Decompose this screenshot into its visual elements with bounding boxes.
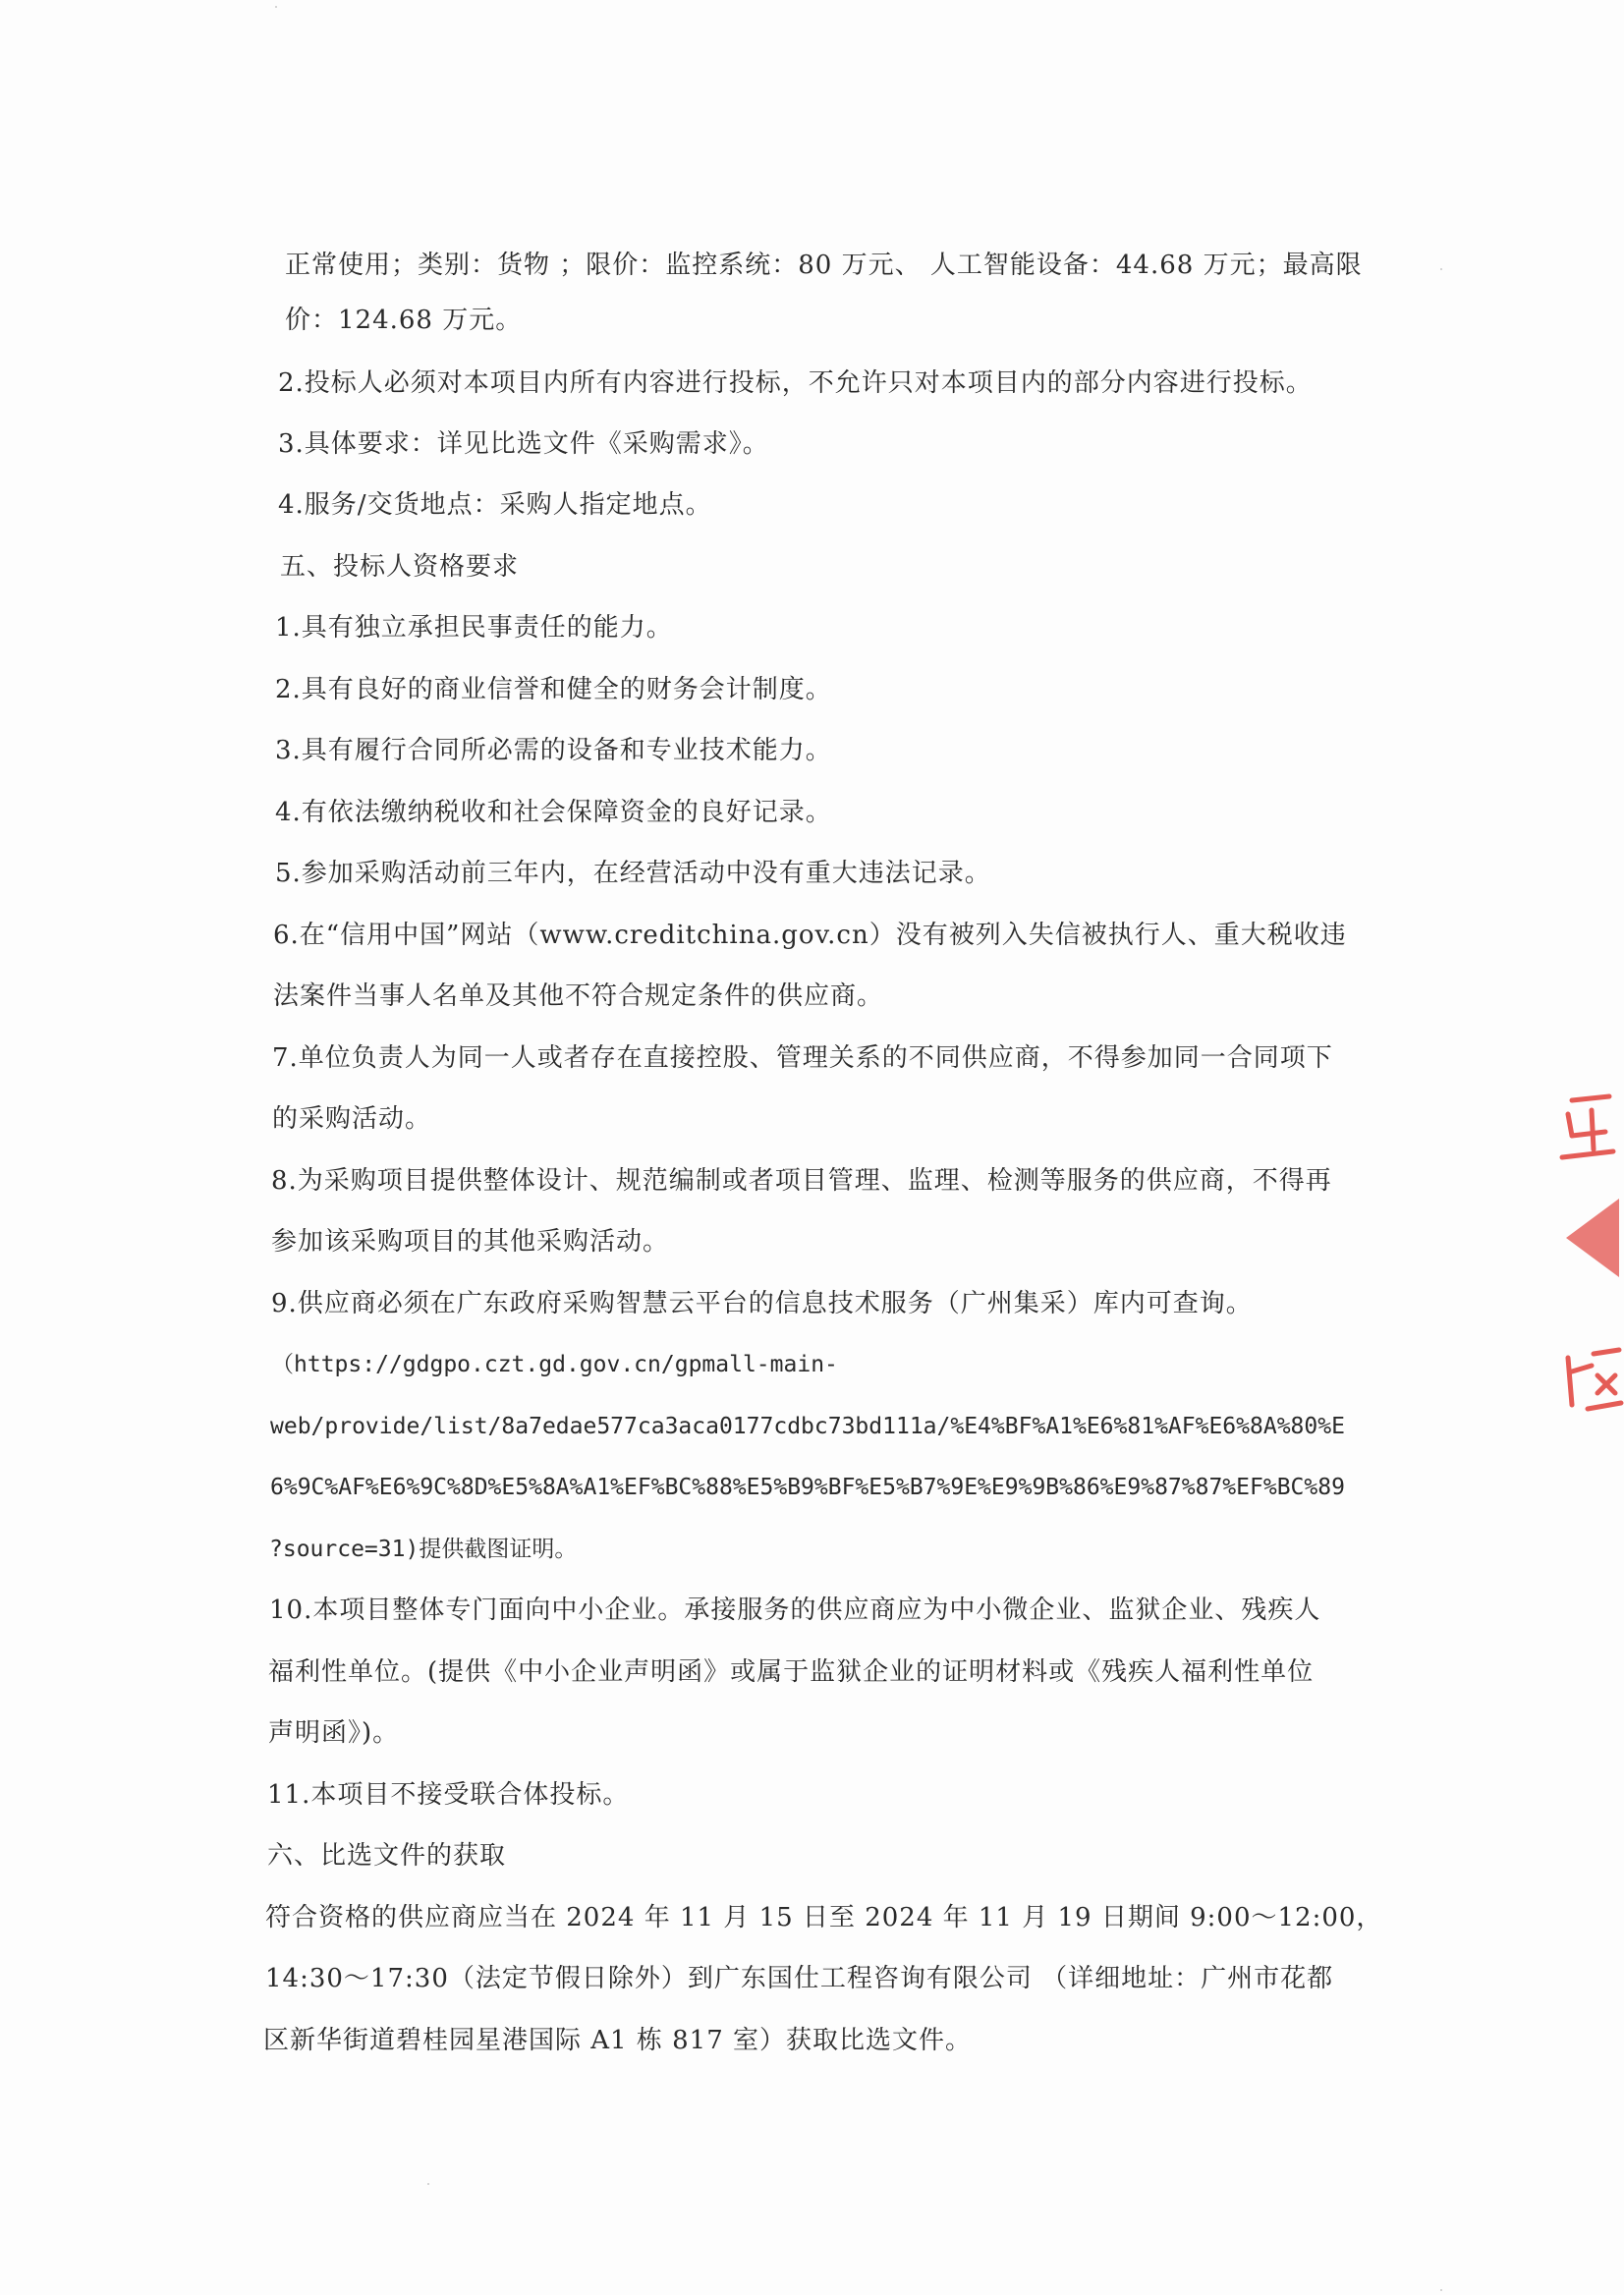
text-line: 3.具体要求：详见比选文件《采购需求》。 <box>278 429 769 459</box>
scan-speck <box>275 6 277 8</box>
text-line: 法案件当事人名单及其他不符合规定条件的供应商。 <box>273 981 884 1011</box>
text-line: 10.本项目整体专门面向中小企业。承接服务的供应商应为中小微企业、监狱企业、残疾人 <box>269 1595 1321 1625</box>
text-line: 的采购活动。 <box>272 1104 432 1134</box>
text-line: 6.在“信用中国”网站（www.creditchina.gov.cn）没有被列入失信被执行人、重大税收违 <box>273 921 1347 950</box>
text-line: 7.单位负责人为同一人或者存在直接控股、管理关系的不同供应商，不得参加同一合同项下 <box>272 1043 1333 1073</box>
text-line: 8.为采购项目提供整体设计、规范编制或者项目管理、监理、检测等服务的供应商，不得再 <box>271 1166 1332 1196</box>
text-line: 区新华街道碧桂园星港国际 A1 栋 817 室）获取比选文件。 <box>263 2026 973 2055</box>
section-heading: 五、投标人资格要求 <box>280 552 520 582</box>
url-text-line: web/provide/list/8a7edae577ca3aca0177cdbc73bd111a/%E4%BF%A1%E6%81%AF%E6%8A%80%E <box>270 1414 1345 1439</box>
text-line: 2.投标人必须对本项目内所有内容进行投标，不允许只对本项目内的部分内容进行投标。 <box>278 368 1313 398</box>
text-line: 5.参加采购活动前三年内，在经营活动中没有重大违法记录。 <box>275 859 991 888</box>
text-line: 符合资格的供应商应当在 2024 年 11 月 15 日至 2024 年 11 月 19 日期间 9:00～12:00， <box>265 1903 1383 1932</box>
seal-stamp-icon <box>1533 1081 1624 1474</box>
text-line: 2.具有良好的商业信誉和健全的财务会计制度。 <box>275 675 832 704</box>
url-text-line: ?source=31)提供截图证明。 <box>269 1537 578 1562</box>
text-line: 4.服务/交货地点：采购人指定地点。 <box>278 490 712 520</box>
text-line: 14:30～17:30（法定节假日除外）到广东国仕工程咨询有限公司 （详细地址：广州市花都 <box>265 1964 1334 1993</box>
scan-speck <box>1440 268 1442 270</box>
text-line: 9.供应商必须在广东政府采购智慧云平台的信息技术服务（广州集采）库内可查询。 <box>271 1289 1253 1318</box>
text-line: 正常使用；类别：货物 ；限价：监控系统：80 万元、 人工智能设备：44.68 万元；最高限 <box>285 251 1363 280</box>
url-text-line: 6%9C%AF%E6%9C%8D%E5%8A%A1%EF%BC%88%E5%B9%BF%E5%B7%9E%E9%9B%86%E9%87%87%EF%BC%89 <box>270 1475 1345 1500</box>
scan-speck <box>427 2183 429 2185</box>
section-heading: 六、比选文件的获取 <box>267 1841 507 1871</box>
text-line: 11.本项目不接受联合体投标。 <box>267 1780 630 1810</box>
url-text-line: （https://gdgpo.czt.gd.gov.cn/gpmall-main- <box>271 1352 838 1377</box>
text-line: 3.具有履行合同所必需的设备和专业技术能力。 <box>275 736 832 765</box>
text-line: 1.具有独立承担民事责任的能力。 <box>275 613 673 643</box>
text-line: 4.有依法缴纳税收和社会保障资金的良好记录。 <box>275 798 832 827</box>
text-line: 福利性单位。(提供《中小企业声明函》或属于监狱企业的证明材料或《残疾人福利性单位 <box>268 1657 1315 1687</box>
text-line: 参加该采购项目的其他采购活动。 <box>271 1227 670 1257</box>
text-line: 价：124.68 万元。 <box>285 306 523 335</box>
scan-speck <box>1440 2289 1442 2291</box>
text-line: 声明函》)。 <box>268 1718 400 1748</box>
